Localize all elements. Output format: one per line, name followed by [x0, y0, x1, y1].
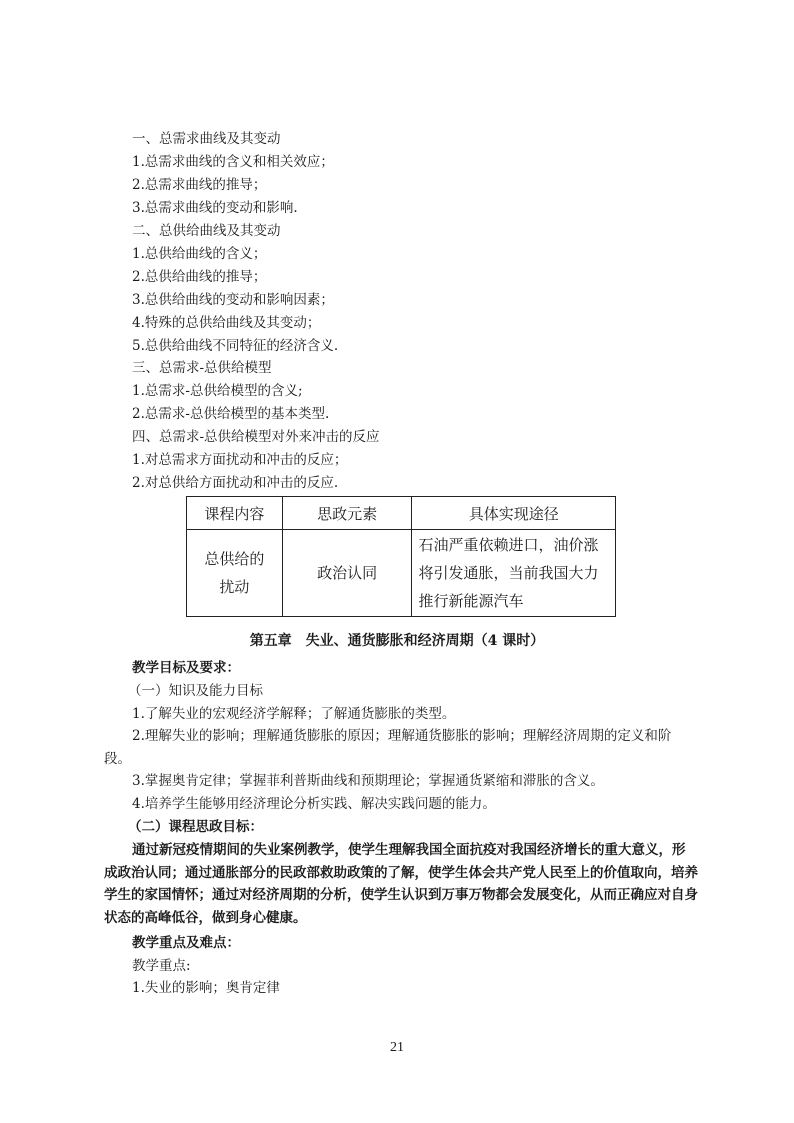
goals-subheading: （二）课程思政目标： — [128, 819, 263, 835]
table-cell-element: 政治认同 — [282, 530, 412, 617]
keypoints-heading: 教学重点及难点： — [132, 935, 240, 951]
list-item: 3.总供给曲线的变动和影响因素； — [132, 292, 334, 308]
table-cell-content: 总供给的扰动 — [187, 530, 283, 617]
list-item: 3.掌握奥肯定律；掌握菲利普斯曲线和预期理论；掌握通货紧缩和滞胀的含义。 — [132, 773, 604, 789]
list-item: 1.了解失业的宏观经济学解释；了解通货膨胀的类型。 — [132, 706, 456, 722]
list-item: 4.培养学生能够用经济理论分析实践、解决实践问题的能力。 — [132, 796, 496, 812]
table-header-row — [187, 497, 616, 530]
list-item: 1.对总需求方面扰动和冲击的反应； — [132, 452, 348, 468]
section-heading: 一、总需求曲线及其变动 — [132, 131, 281, 147]
keypoints-subheading: 教学重点: — [132, 958, 191, 974]
chapter-title: 第五章 失业、通货膨胀和经济周期（4 课时） — [249, 633, 545, 649]
section-heading: 四、总需求-总供给模型对外来冲击的反应 — [132, 429, 380, 445]
goals-subheading: （一）知识及能力目标 — [128, 683, 263, 699]
table-row — [187, 530, 616, 617]
list-item: 1.总供给曲线的含义； — [132, 246, 267, 262]
list-item: 2.总需求-总供给模型的基本类型. — [132, 406, 330, 422]
section-heading: 二、总供给曲线及其变动 — [132, 223, 281, 239]
list-item: 5.总供给曲线不同特征的经济含义. — [132, 338, 339, 354]
list-item: 2.对总供给方面扰动和冲击的反应. — [132, 475, 339, 491]
list-item: 2.总供给曲线的推导； — [132, 269, 267, 285]
course-ideology-table — [186, 496, 616, 617]
table-header-element: 思政元素 — [282, 497, 412, 530]
list-item: 2.总需求曲线的推导； — [132, 177, 267, 193]
list-item: 1.失业的影响；奥肯定律 — [132, 980, 280, 996]
list-item: 3.总需求曲线的变动和影响. — [132, 200, 298, 216]
list-item: 2.理解失业的影响；理解通货膨胀的原因；理解通货膨胀的影响；理解经济周期的定义和阶段。 — [104, 728, 672, 767]
table-header-content: 课程内容 — [187, 497, 283, 530]
list-item: 1.总需求-总供给模型的含义; — [132, 383, 303, 399]
goals-heading: 教学目标及要求： — [132, 660, 240, 676]
list-item: 4.特殊的总供给曲线及其变动； — [132, 315, 321, 331]
table-cell-approach: 石油严重依赖进口，油价涨将引发通胀，当前我国大力推行新能源汽车 — [412, 530, 616, 617]
ideology-paragraph: 通过新冠疫情期间的失业案例教学，使学生理解我国全面抗疫对我国经济增长的重大意义，形成政治认同；通过通胀部分的民政部救助政策的了解，使学生体会共产党人民至上的价值取向，培养学生的家国情怀；通过对经济周期的分析，使学生认识到万事万物都会发展变化，从而正确应对自身状态的高峰低谷，做到身心健康。 — [104, 842, 698, 926]
table-header-approach: 具体实现途径 — [412, 497, 616, 530]
page-number: 21 — [390, 1040, 404, 1055]
section-heading: 三、总需求-总供给模型 — [132, 360, 272, 376]
list-item: 1.总需求曲线的含义和相关效应； — [132, 154, 334, 170]
